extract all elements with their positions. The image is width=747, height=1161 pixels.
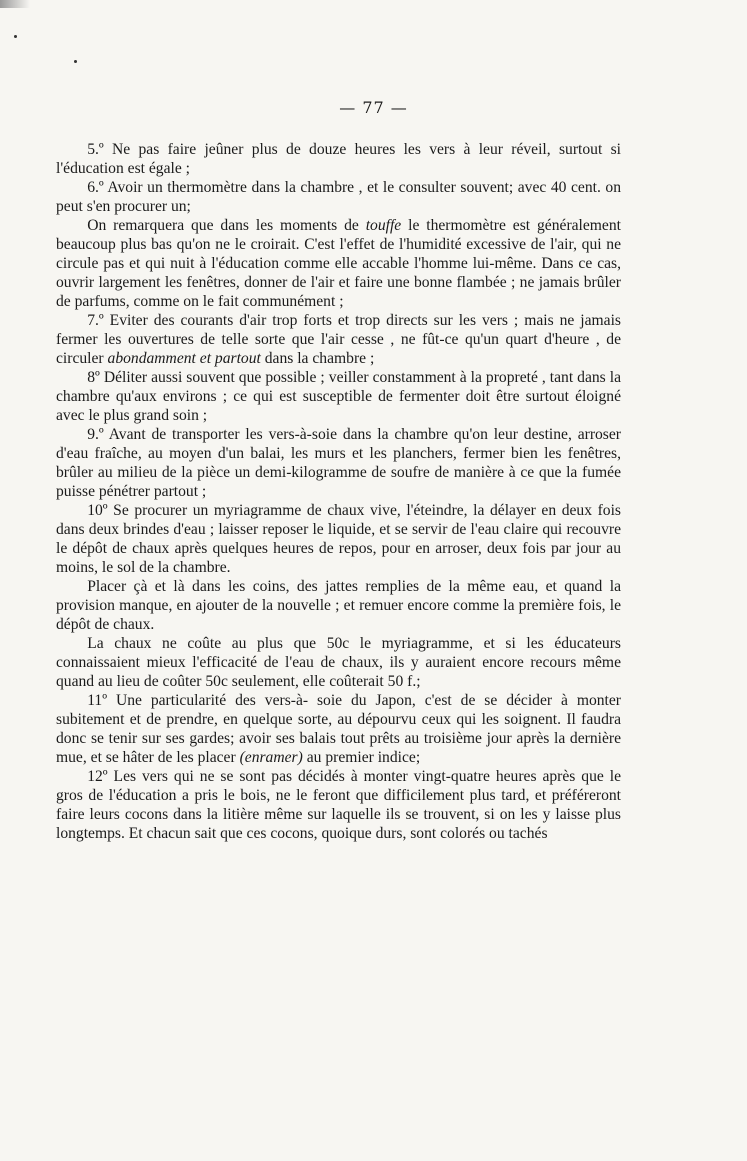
text-run: le thermomètre est généralement beaucoup plus bas qu'on ne le croirait. C'est l'effet de l'humidité excessive de l'air, qui ne circule pas et qui nuit à l'éducation comme elle accable l'homme lui-même. Dans ce cas, ouvrir largement les fenêtres, donner de l'air et faire une bonne flambée ; ne jamais brûler de parfums, comme on le fait communément ; [56, 217, 621, 310]
paragraph [56, 634, 621, 691]
text-run: 12º Les vers qui ne se sont pas décidés à monter vingt-quatre heures après que le gros de l'éducation a pris le bois, ne le feront que difficilement plus tard, et préféreront faire leurs cocons dans la litière même sur laquelle ils se trouvent, si on les y laisse plus longtemps. Et chacun sait que ces cocons, quoique durs, sont colorés ou tachés [56, 768, 621, 842]
text-run: La chaux ne coûte au plus que 50c le myriagramme, et si les éducateurs connaissaient mieux l'efficacité de l'eau de chaux, ils y auraient encore recours même quand au lieu de coûter 50c seulement, elle coûterait 50 f.; [56, 635, 621, 690]
paragraph [56, 178, 621, 216]
text-run: Placer çà et là dans les coins, des jattes remplies de la même eau, et quand la provision manque, en ajouter de la nouvelle ; et remuer encore comme la première fois, le dépôt de chaux. [56, 578, 621, 633]
paragraph [56, 140, 621, 178]
ink-speck [74, 60, 77, 63]
body-text [56, 140, 621, 843]
text-run: 11º Une particularité des vers-à- soie du Japon, c'est de se décider à monter subitement et de prendre, en quelque sorte, au dépourvu ceux qui les soignent. Il faudra donc se tenir sur ses gardes; avoir ses balais tout prêts au troisième jour après la dernière mue, et se hâter de les placer [56, 692, 621, 766]
paragraph [56, 577, 621, 634]
paragraph [56, 311, 621, 368]
paragraph [56, 767, 621, 843]
italic-text: abondamment et partout [107, 350, 261, 367]
text-run: 5.º Ne pas faire jeûner plus de douze heures les vers à leur réveil, surtout si l'éducation est égale ; [56, 141, 621, 177]
text-run: 10º Se procurer un myriagramme de chaux vive, l'éteindre, la délayer en deux fois dans deux brindes d'eau ; laisser reposer le liquide, et se servir de l'eau claire qui recouvre le dépôt de chaux après quelques heures de repos, pour en arroser, deux fois par jour au moins, le sol de la chambre. [56, 502, 621, 576]
paragraph [56, 501, 621, 577]
text-run: 6.º Avoir un thermomètre dans la chambre , et le consulter souvent; avec 40 cent. on peut s'en procurer un; [56, 179, 621, 215]
text-run: On remarquera que dans les moments de [87, 217, 366, 234]
ink-speck [14, 35, 17, 38]
paragraph [56, 425, 621, 501]
scan-corner-mark [0, 0, 30, 8]
italic-text: touffe [365, 217, 402, 234]
page-number: — 77 — [339, 98, 408, 117]
italic-text: (enramer) [239, 749, 303, 766]
paragraph [56, 216, 621, 311]
paragraph [56, 368, 621, 425]
paragraph [56, 691, 621, 767]
text-run: dans la chambre ; [260, 350, 375, 367]
text-run: 7.º Eviter des courants d'air trop forts et trop directs sur les vers ; mais ne jamais fermer les ouvertures de telle sorte que l'air cesse , ne fût-ce qu'un quart d'heure , de circuler [56, 312, 621, 367]
text-run: 9.º Avant de transporter les vers-à-soie dans la chambre qu'on leur destine, arroser d'eau fraîche, au moyen d'un balai, les murs et les planchers, fermer bien les fenêtres, brûler au milieu de la pièce un demi-kilogramme de soufre de manière à ce que la fumée puisse pénétrer partout ; [56, 426, 621, 500]
text-run: au premier indice; [302, 749, 421, 766]
text-run: 8º Déliter aussi souvent que possible ; veiller constamment à la propreté , tant dans la chambre qu'aux environs ; ce qui est susceptible de fermenter doit être surtout éloigné avec le plus grand soin ; [56, 369, 621, 424]
